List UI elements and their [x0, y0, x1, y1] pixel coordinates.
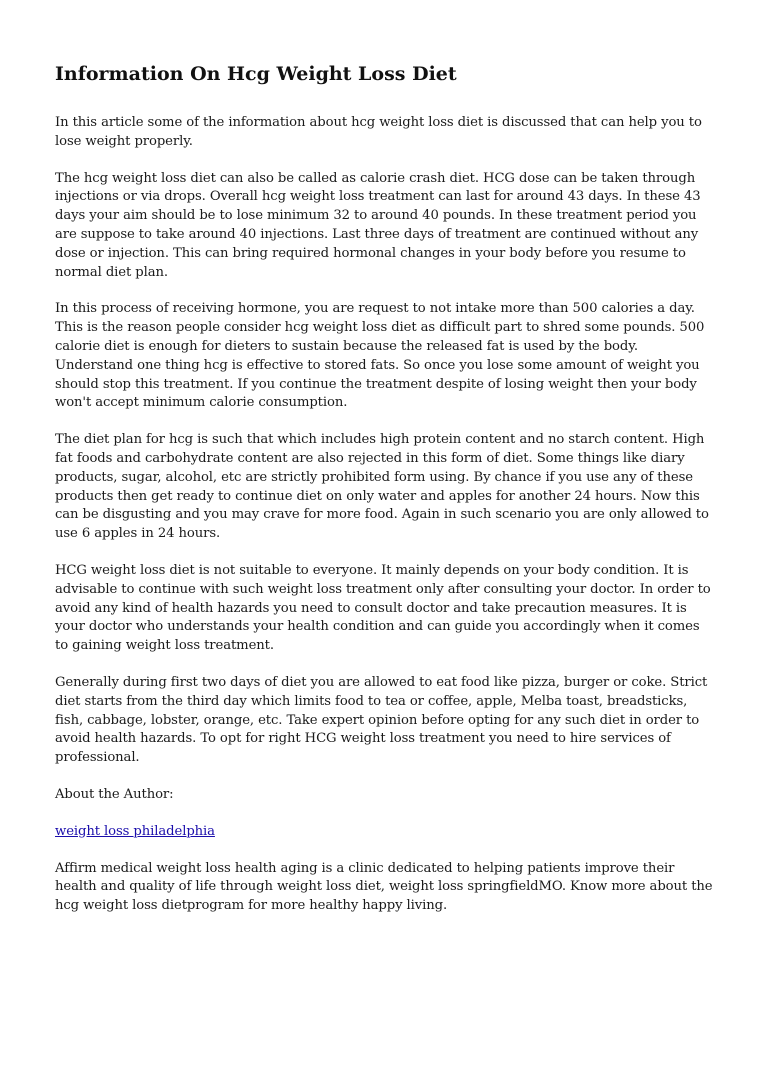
- paragraph-first-days: Generally during first two days of diet you are allowed to eat food like pizza, burger or coke. Strict diet starts from the third day which limits food to tea or coffee, apple, Melba toast, breadsticks, fish, cabbage, lobster, orange, etc. Take expert opinion before opting for any such diet in order to avoid health hazards. To opt for right HCG weight loss treatment you need to hire services of professional.: [55, 674, 708, 766]
- paragraph-overview: The hcg weight loss diet can also be called as calorie crash diet. HCG dose can be taken through injections or via drops. Overall hcg weight loss treatment can last for around 43 days. In these 43 days your aim should be to lose minimum 32 to around 40 pounds. In these treatment period you are suppose to take around 40 injections. Last three days of treatment are continued without any dose or injection. This can bring required hormonal changes in your body before you resume to normal diet plan.: [55, 170, 701, 280]
- author-bio: Affirm medical weight loss health aging is a clinic dedicated to helping patients improve their health and quality of life through weight loss diet, weight loss springfieldMO. Know more about the hcg weight loss dietprogram for more healthy happy living.: [55, 860, 713, 914]
- paragraph-suitability: HCG weight loss diet is not suitable to everyone. It mainly depends on your body condition. It is advisable to continue with such weight loss treatment only after consulting your doctor. In order to avoid any kind of health hazards you need to consult doctor and take precaution measures. It is your doctor who understands your health condition and can guide you accordingly when it comes to gaining weight loss treatment.: [55, 562, 711, 654]
- paragraph-diet-plan: The diet plan for hcg is such that which includes high protein content and no starch content. High fat foods and carbohydrate content are also rejected in this form of diet. Some things like diary products, sugar, alcohol, etc are strictly prohibited form using. By chance if you use any of these products then get ready to continue diet on only water and apples for another 24 hours. Now this can be disgusting and you may crave for more food. Again in such scenario you are only allowed to use 6 apples in 24 hours.: [55, 432, 709, 542]
- author-link[interactable]: weight loss philadelphia: [55, 823, 215, 839]
- paragraph-intro: In this article some of the information about hcg weight loss diet is discussed that can help you to lose weight properly.: [55, 115, 702, 149]
- author-link-container: [55, 823, 715, 842]
- author-heading: About the Author:: [55, 786, 174, 802]
- paragraph-calories: In this process of receiving hormone, you are request to not intake more than 500 calories a day. This is the reason people consider hcg weight loss diet as difficult part to shred some pounds. 500 calorie diet is enough for dieters to sustain because the released fat is used by the body. Understand one thing hcg is effective to stored fats. So once you lose some amount of weight you should stop this treatment. If you continue the treatment despite of losing weight then your body won't accept minimum calorie consumption.: [55, 301, 705, 411]
- document-page: [55, 60, 715, 934]
- document-title: Information On Hcg Weight Loss Diet: [55, 63, 457, 85]
